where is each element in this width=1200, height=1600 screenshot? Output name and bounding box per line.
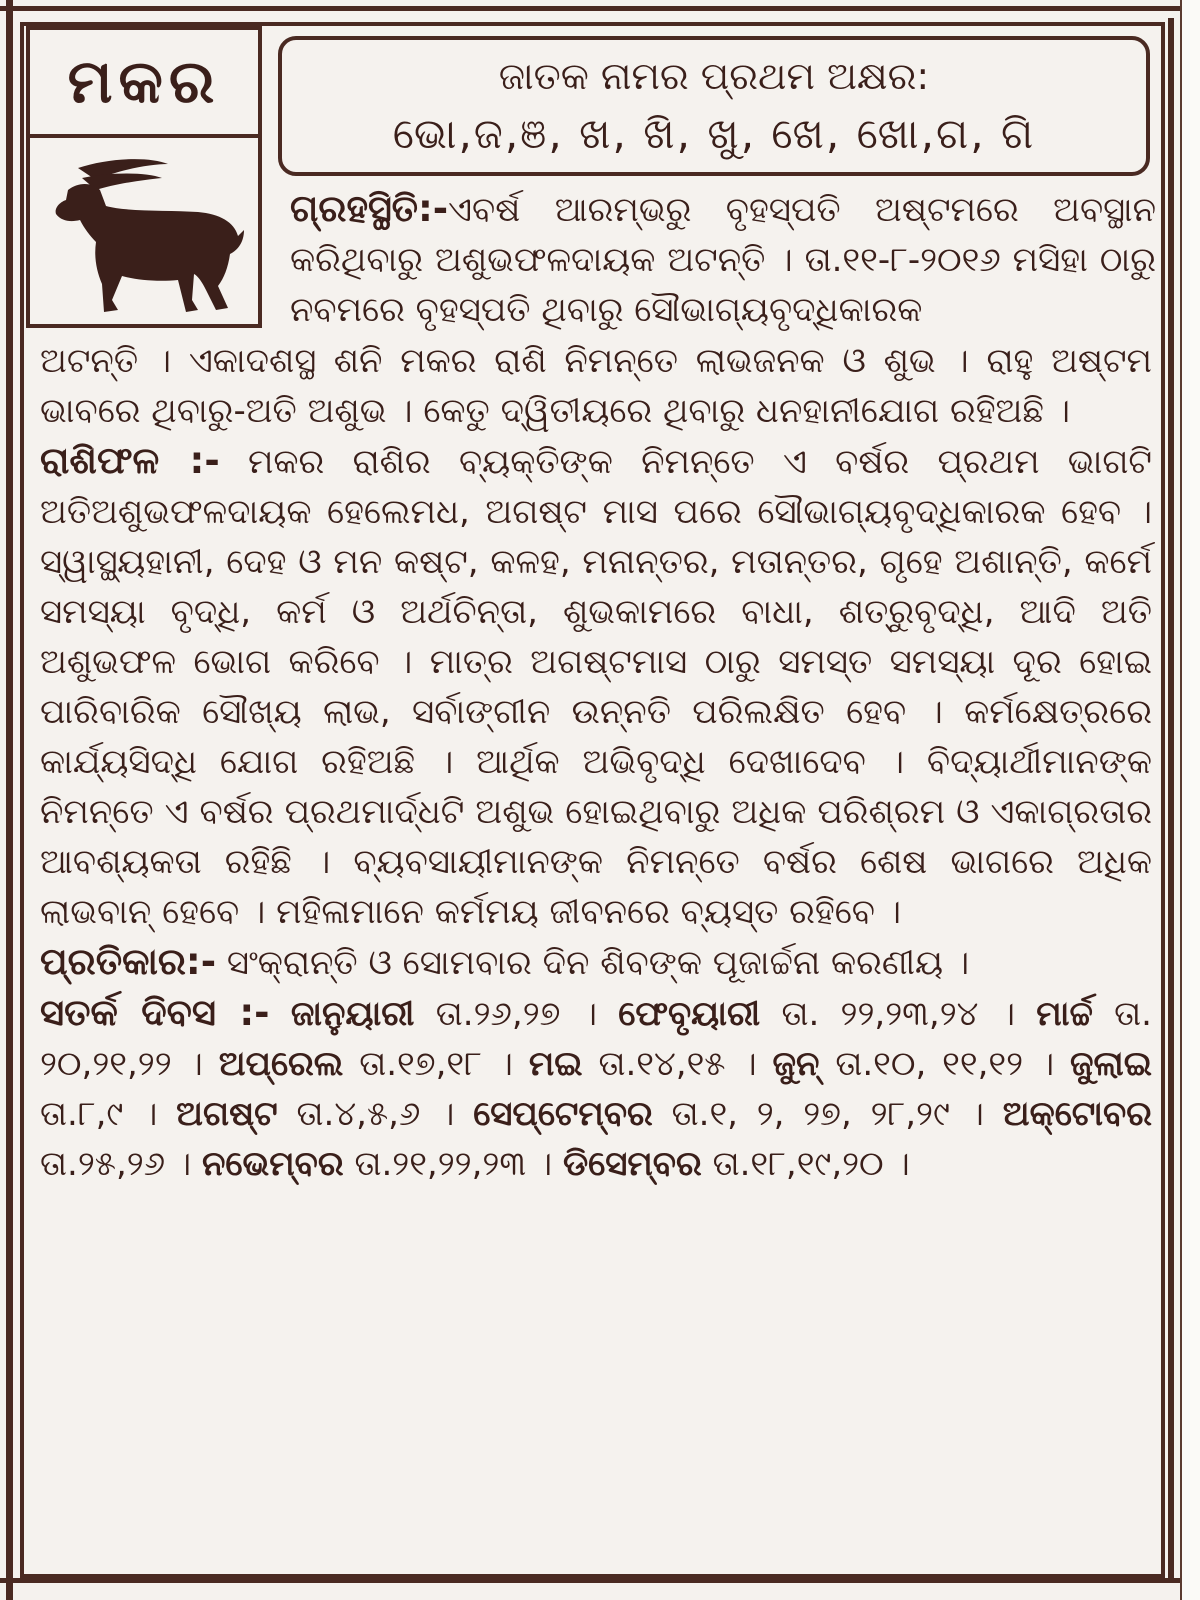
adjacent-column-edge (1180, 0, 1200, 1600)
planetary-text-cont: ଅଟନ୍ତି । ଏକାଦଶସ୍ଥ ଶନି ମକର ରାଶି ନିମନ୍ତେ ଲାଭଜନକ ଓ ଶୁଭ । ରାହୁ ଅଷ୍ଟମ ଭାବରେ ଥିବାରୁ-ଅତି ଅଶୁଭ । କେତୁ ଦ୍ୱିତୀୟରେ ଥିବାରୁ ଧନହାନୀଯୋଗ ରହିଅଛି । (40, 341, 1152, 431)
top-rule (0, 6, 1200, 11)
caution-month: ନଭେମ୍ବର ତା.୨୧,୨୨,୨୩ । (202, 1144, 553, 1184)
name-letters-title: ଜାତକ ନାମର ପ୍ରଥମ ଅକ୍ଷର: (498, 53, 930, 98)
caution-month: ଜାନୁୟାରୀ ତା.୨୬,୨୭ । (290, 994, 598, 1034)
caution-month: ଅକ୍ଟୋବର ତା.୨୫,୨୬ । (40, 1094, 1153, 1184)
remedy-text: ସଂକ୍ରାନ୍ତି ଓ ସୋମବାର ଦିନ ଶିବଙ୍କ ପୂଜାର୍ଚ୍ଚନା କରଣୀୟ । (226, 943, 970, 983)
left-rule (6, 0, 13, 1600)
right-rule (1168, 18, 1174, 1578)
remedy-heading: ପ୍ରତିକାର:- (40, 940, 217, 983)
caution-days (40, 988, 1152, 1189)
caution-month: ଡିସେମ୍ବର ତା.୧୮,୧୯,୨୦ । (562, 1144, 910, 1184)
zodiac-sign-box (26, 26, 262, 328)
sign-name: ମକର (30, 30, 258, 138)
caution-month: ଅଗଷ୍ଟ ତା.୪,୫,୬ । (176, 1094, 455, 1134)
planetary-text: ଏବର୍ଷ ଆରମ୍ଭରୁ ବୃହସ୍ପତି ଅଷ୍ଟମରେ ଅବସ୍ଥାନ କରିଥିବାରୁ ଅଶୁଭଫଳଦାୟକ ଅଟନ୍ତି । ତା.୧୧-୮-୨୦୧୬ ମସିହା ଠାରୁ ନବମରେ ବୃହସ୍ପତି ଥିବାରୁ ସୌଭାଗ୍ୟବୃଦ୍ଧିକାରକ (290, 190, 1156, 330)
caution-month: ମଇ ତା.୧୪,୧୫ । (528, 1044, 757, 1084)
caution-month: ଫେବୃୟାରୀ ତା. ୨୨,୨୩,୨୪ । (618, 994, 1015, 1034)
caution-month: ମାର୍ଚ୍ଚ ତା. ୨୦,୨୧,୨୨ । (40, 994, 1152, 1084)
goat-icon (38, 150, 248, 320)
bottom-rule (0, 1578, 1200, 1583)
caution-month: ସେପ୍ଟେମ୍ବର ତା.୧, ୨, ୨୭, ୨୮,୨୯ । (473, 1094, 984, 1134)
article-body (40, 336, 1152, 1189)
name-letters-list: ଭୋ,ଜ,ଞ, ଖ, ଖି, ଖୁ, ଖେ, ଖୋ,ଗ, ଗି (392, 108, 1036, 158)
planetary-position-intro (290, 184, 1156, 335)
caution-month: ଜୁନ୍ ତା.୧୦, ୧୧,୧୨ । (772, 1044, 1055, 1084)
name-letters-box (278, 36, 1150, 176)
caution-month: ଅପ୍ରେଲ ତା.୧୭,୧୮ । (218, 1044, 513, 1084)
caution-heading: ସତର୍କ ଦିବସ :- (40, 991, 270, 1034)
prediction-text: ମକର ରାଶିର ବ୍ୟକ୍ତିଙ୍କ ନିମନ୍ତେ ଏ ବର୍ଷର ପ୍ରଥମ ଭାଗଟି ଅତିଅଶୁଭଫଳଦାୟକ ହେଲେମଧ, ଅଗଷ୍ଟ ମାସ ପରେ ସୌଭାଗ୍ୟବୃଦ୍ଧିକାରକ ହେବ । ସ୍ୱାସ୍ଥ୍ୟହାନୀ, ଦେହ ଓ ମନ କଷ୍ଟ, କଳହ, ମନାନ୍ତର, ମତାନ୍ତର, ଗୃହେ ଅଶାନ୍ତି, କର୍ମେ ସମସ୍ୟା ବୃଦ୍ଧି, କର୍ମ ଓ ଅର୍ଥଚିନ୍ତା, ଶୁଭକାମରେ ବାଧା, ଶତ୍ରୁବୃଦ୍ଧି, ଆଦି ଅତି ଅଶୁଭଫଳ ଭୋଗ କରିବେ । ମାତ୍ର ଅଗଷ୍ଟମାସ ଠାରୁ ସମସ୍ତ ସମସ୍ୟା ଦୂର ହୋଇ ପାରିବାରିକ ସୌଖ୍ୟ ଲାଭ, ସର୍ବାଙ୍ଗୀନ ଉନ୍ନତି ପରିଲକ୍ଷିତ ହେବ । କର୍ମକ୍ଷେତ୍ରରେ କାର୍ଯ୍ୟସିଦ୍ଧି ଯୋଗ ରହିଅଛି । ଆର୍ଥିକ ଅଭିବୃଦ୍ଧି ଦେଖାଦେବ । ବିଦ୍ୟାର୍ଥୀମାନଙ୍କ ନିମନ୍ତେ ଏ ବର୍ଷର ପ୍ରଥମାର୍ଦ୍ଧଟି ଅଶୁଭ ହୋଇଥିବାରୁ ଅଧିକ ପରିଶ୍ରମ ଓ ଏକାଗ୍ରତାର ଆବଶ୍ୟକତା ରହିଛି । ବ୍ୟବସାୟୀମାନଙ୍କ ନିମନ୍ତେ ବର୍ଷର ଶେଷ ଭାଗରେ ଅଧିକ ଲାଭବାନ୍ ହେବେ । ମହିଳାମାନେ କର୍ମମୟ ଜୀବନରେ ବ୍ୟସ୍ତ ରହିବେ । (40, 442, 1152, 932)
prediction-heading: ରାଶିଫଳ :- (40, 439, 220, 482)
planetary-heading: ଗ୍ରହସ୍ଥିତି:- (290, 187, 449, 230)
caution-month: ଜୁଲାଇ ତା.୮,୯ । (40, 1044, 1153, 1134)
